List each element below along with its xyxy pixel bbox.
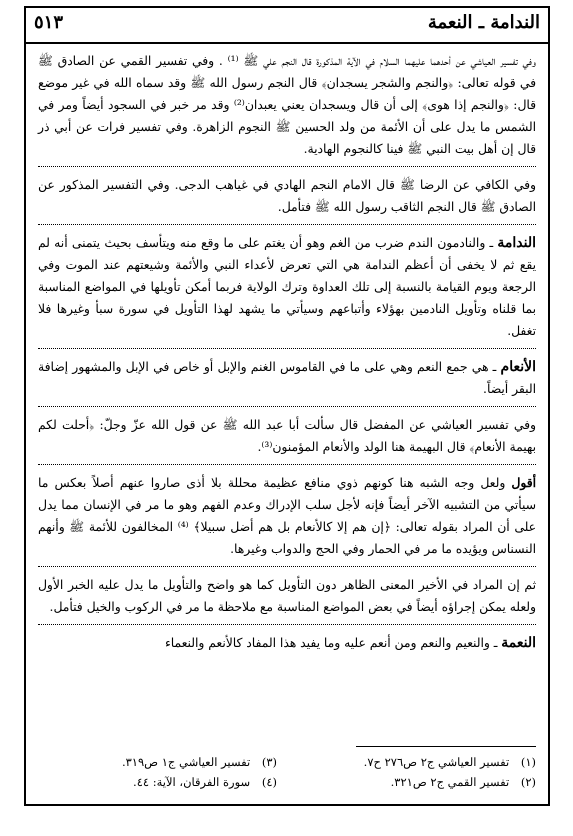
separator: [38, 348, 536, 349]
paragraph-anam-2: وفي تفسير العياشي عن المفضل قال سألت أبا عبد الله ﷺ عن قول الله عزّ وجلّ: ﴿أحلت لكم بهيمة الأنعام﴾ قال البهيمة هنا الولد والأنعام المؤمنون⁽³⁾.: [38, 418, 536, 454]
entry-term: أقول: [511, 475, 536, 490]
footnote-row: [38, 772, 536, 792]
entry-text: ولعل وجه الشبه هنا كونهم ذوي منافع عظيمة محللة بلا أذى صاروا عنهم أصلاً بعكس ما سيأتي من التشبيه الآخر أيضاً فإنه لأجل سلب الإدراك وعدم الفهم وهو ما مر في الإنسان مما يدل على أن المراد بقوله تعالى: ﴿إن هم إلا كالأنعام بل هم أضل سبيلا﴾ ⁽⁴⁾ المخالفون للأئمة ﷺ وأنهم النسناس ويؤيده ما مر في الحمار وفي الحج والدواب وغيرها.: [38, 476, 536, 556]
footnote-text: تفسير العياشي ج١ ص٣١٩.: [121, 755, 251, 769]
footnote: [297, 752, 536, 772]
separator: [38, 624, 536, 625]
footnote: [38, 752, 277, 772]
footnote-number: (٣): [261, 755, 278, 769]
page-number: ٥١٣: [34, 12, 64, 33]
footnote: [38, 772, 277, 792]
page-header: [26, 8, 548, 44]
paragraph-najm-2: وفي الكافي عن الرضا ﷺ قال الامام النجم الهادي في غياهب الدجى. وفي التفسير المذكور عن الصادق ﷺ قال النجم الثاقب رسول الله ﷺ فتأمل.: [38, 178, 536, 214]
entry-nadama: [38, 232, 536, 342]
footnote-number: (٢): [520, 775, 536, 789]
page-frame: [24, 6, 550, 806]
entry-nima: [38, 632, 536, 654]
entry-term: النعمة: [501, 635, 536, 651]
footnote-text: تفسير القمي ج٢ ص٣٢١.: [390, 775, 510, 789]
page-body: [38, 50, 536, 660]
separator: [38, 166, 536, 167]
footnote-row: [38, 752, 536, 772]
running-title: الندامة ـ النعمة: [427, 12, 540, 33]
entry-term: الأنعام: [500, 359, 536, 375]
entry-aqul: [38, 472, 536, 560]
separator: [38, 566, 536, 567]
entry-text: ـ هي جمع النعم وهي على ما في القاموس الغنم والإبل أو خاص في الإبل والمشهور إضافة البقر أيضاً.: [38, 360, 536, 396]
footnote-number: (١): [520, 755, 536, 769]
entry-text: ـ والنادمون الندم ضرب من الغم وهو أن يغتم على ما وقع منه ويتأسف بحيث يتمنى أنه لم يقع ثم لا يخفى أن أعظم الندامة هي التي تعرض لأعداء النبي والأئمة وشيعتهم عند الموت وفي الرجعة ويوم القيامة بالنسبة إلى تلك العداوة وترك الولاية فربما أمكن تأويلها في المواضع المناسبة بما قلناه وتأويل النادمين بهؤلاء وأتباعهم وسيأتي ما يشهد لهذا التأويل في سورة سبأ وغيرها فلا تغفل.: [38, 236, 536, 338]
separator: [38, 406, 536, 407]
separator: [38, 464, 536, 465]
footnote: [297, 772, 536, 792]
entry-text: ـ والنعيم والنعم ومن أنعم عليه وما يفيد هذا المفاد كالأنعم والنعماء: [164, 636, 498, 650]
entry-anam: [38, 356, 536, 400]
separator: [38, 224, 536, 225]
paragraph-najm-1: وفي تفسير العياشي عن أحدهما عليهما السلام في الآية المذكورة قال النجم علي ﷺ ⁽¹⁾ . وفي تفسير القمي عن الصادق ﷺ في قوله تعالى: ﴿والنجم والشجر يسجدان﴾ قال النجم رسول الله ﷺ وقد سماه الله في غير موضع قال: ﴿والنجم إذا هوى﴾ إلى أن قال ويسجدان يعني يعبدان⁽²⁾ وقد مر خبر في السجود أيضاً ومر في الشمس ما يدل على أن الأئمة من ولد الحسين ﷺ النجوم الزاهرة. وفي تفسير فرات عن أبي ذر قال إن أهل بيت النبي ﷺ فينا كالنجوم الهادية.: [38, 54, 537, 156]
footnote-text: سورة الفرقان، الآية: ٤٤.: [133, 775, 251, 789]
footnotes: [38, 752, 536, 792]
footnote-text: تفسير العياشي ج٢ ص٢٧٦ ح٧.: [363, 755, 510, 769]
paragraph-thumma: ثم إن المراد في الأخير المعنى الظاهر دون التأويل كما هو واضح والتأويل ما يدل عليه الخبر الأول ولعله يمكن إجراؤه أيضاً في بعض المواضع المناسبة مع ملاحظة ما مر في الركوب والخيل فتأمل.: [38, 578, 536, 614]
entry-term: الندامة: [497, 235, 536, 251]
footnote-number: (٤): [261, 775, 278, 789]
footnote-rule: [356, 746, 536, 747]
